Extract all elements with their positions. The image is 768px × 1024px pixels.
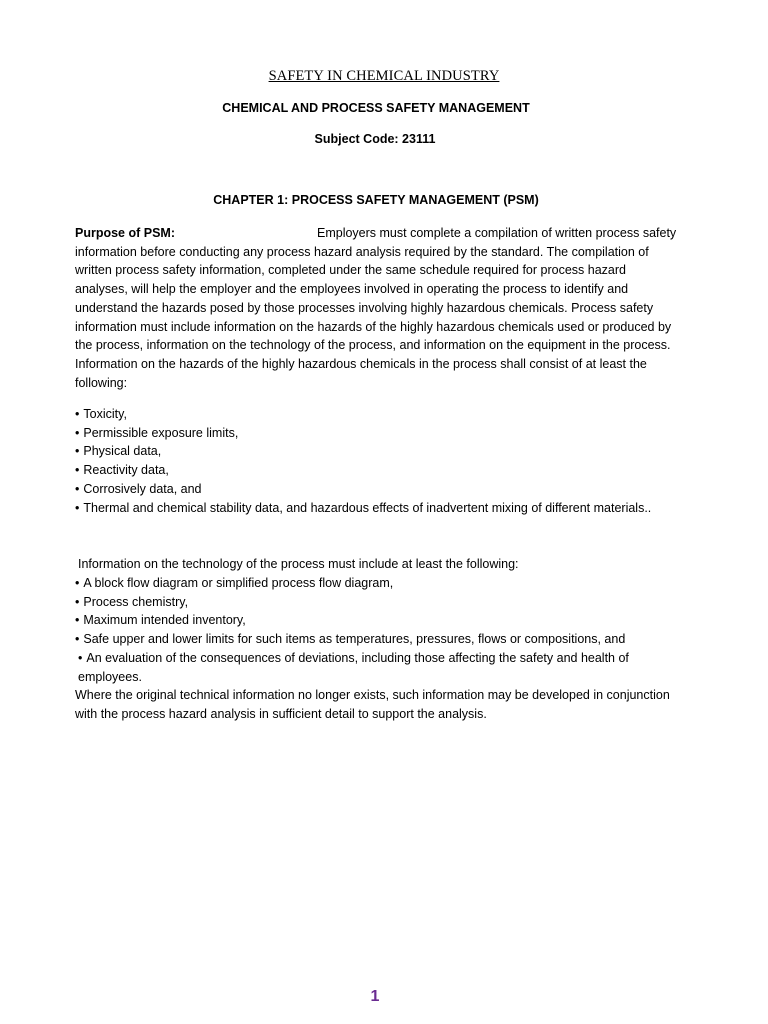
list-item-text: Physical data,: [83, 444, 162, 459]
list-item-text: A block flow diagram or simplified process flow diagram,: [83, 576, 394, 590]
list-item: [75, 461, 679, 480]
purpose-paragraph: [75, 224, 679, 392]
list-item-text: Reactivity data,: [83, 463, 169, 478]
list-item: [75, 442, 679, 461]
bullet-icon: •: [75, 407, 80, 421]
list-item-text: Corrosively data, and: [83, 481, 202, 496]
list-item-text: An evaluation of the consequences of deviations, including those affecting the safety and health of employees.: [78, 650, 629, 684]
bullet-icon: •: [75, 481, 80, 496]
technology-info-list: [75, 574, 679, 686]
list-item-text: Process chemistry,: [83, 594, 189, 609]
hazard-info-list: [75, 405, 679, 517]
bullet-icon: •: [75, 613, 80, 628]
subject-code: Subject Code: 23111: [314, 132, 436, 146]
purpose-text: Employers must complete a compilation of written process safety information before conducting any process hazard analysis required by the standard. The compilation of written process safety information, completed under the same schedule required for process hazard analyses, will help the employer and the employees involved in operating the process to identify and understand the hazards posed by those processes involving highly hazardous chemicals. Process safety information must include information on the hazards of the highly hazardous chemicals used or produced by the process, information on the technology of the process, and information on the equipment in the process. Information on the hazards of the highly hazardous chemicals in the process shall consist of at least the following:: [75, 226, 677, 390]
technology-intro: Information on the technology of the process must include at least the following:: [78, 557, 519, 571]
list-item-text: Safe upper and lower limits for such items as temperatures, pressures, flows or compositions, and: [83, 632, 626, 647]
list-item: [75, 611, 679, 630]
list-item-text: Permissible exposure limits,: [83, 425, 239, 440]
bullet-icon: •: [75, 632, 80, 647]
bullet-icon: •: [75, 425, 80, 440]
bullet-icon: •: [75, 444, 80, 459]
page-number: 1: [370, 988, 380, 1005]
list-item: [75, 405, 679, 424]
list-item: [75, 499, 679, 518]
list-item: [75, 574, 679, 593]
list-item: [75, 593, 679, 612]
bullet-icon: •: [75, 594, 80, 609]
document-subtitle: CHEMICAL AND PROCESS SAFETY MANAGEMENT: [222, 101, 530, 115]
list-item-text: Maximum intended inventory,: [83, 613, 246, 628]
list-item: [75, 649, 679, 686]
bullet-icon: •: [75, 500, 80, 515]
closing-paragraph: Where the original technical information no longer exists, such information may be developed in conjunction with the process hazard analysis in sufficient detail to support the analysis.: [75, 688, 670, 721]
list-item-text: Toxicity,: [83, 407, 127, 421]
document-title: SAFETY IN CHEMICAL INDUSTRY: [268, 68, 500, 84]
purpose-label: Purpose of PSM:: [75, 226, 176, 240]
list-item: [75, 630, 679, 649]
list-item: [75, 480, 679, 499]
bullet-icon: •: [75, 576, 80, 590]
list-item: [75, 424, 679, 443]
list-item-text: Thermal and chemical stability data, and hazardous effects of inadvertent mixing of different materials..: [83, 500, 652, 515]
bullet-icon: •: [78, 650, 83, 665]
chapter-heading: CHAPTER 1: PROCESS SAFETY MANAGEMENT (PSM): [213, 193, 539, 207]
bullet-icon: •: [75, 463, 80, 478]
